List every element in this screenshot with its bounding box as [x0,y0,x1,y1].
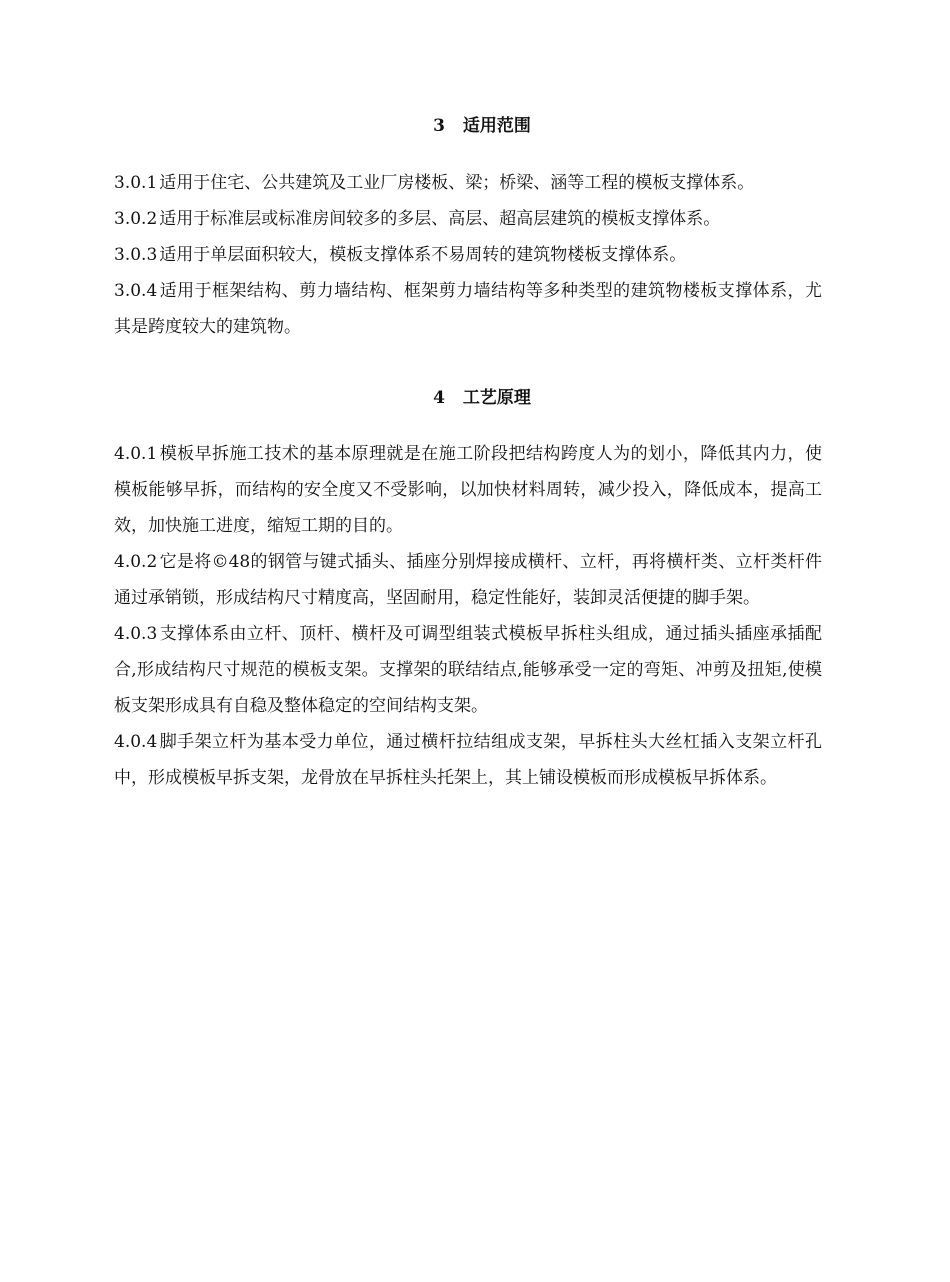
paragraph-4-0-2 [114,544,822,616]
paragraph-text: 它是将©48的钢管与键式插头、插座分别焊接成横杆、立杆，再将横杆类、立杆类杆件通过承销锁，形成结构尺寸精度高，坚固耐用，稳定性能好，装卸灵活便捷的脚手架。 [114,552,822,608]
paragraph-number: 4.0.4 [114,732,158,752]
document-body [114,108,822,796]
paragraph-3-0-3 [114,237,822,273]
paragraph-number: 3.0.1 [114,173,158,193]
paragraph-text: 模板早拆施工技术的基本原理就是在施工阶段把结构跨度人为的划小，降低其内力，使模板能够早拆，而结构的安全度又不受影响，以加快材料周转，减少投入，降低成本，提高工效，加快施工进度，缩短工期的目的。 [114,444,822,536]
section-4-title [114,380,822,416]
spacer [114,345,822,380]
paragraph-3-0-4 [114,273,822,345]
section-3-number: 3 [433,116,445,136]
paragraph-text: 适用于住宅、公共建筑及工业厂房楼板、梁；桥梁、涵等工程的模板支撑体系。 [159,173,755,193]
section-3-title [114,108,822,144]
paragraph-4-0-4 [114,724,822,796]
paragraph-text: 适用于标准层或标准房间较多的多层、高层、超高层建筑的模板支撑体系。 [159,209,721,229]
paragraph-number: 3.0.2 [114,209,158,229]
spacer [114,416,822,436]
paragraph-text: 适用于框架结构、剪力墙结构、框架剪力墙结构等多种类型的建筑物楼板支撑体系，尤其是跨度较大的建筑物。 [114,281,822,337]
paragraph-number: 3.0.3 [114,245,158,265]
paragraph-text: 脚手架立杆为基本受力单位，通过横杆拉结组成支架，早拆柱头大丝杠插入支架立杆孔中，形成模板早拆支架，龙骨放在早拆柱头托架上，其上铺设模板而形成模板早拆体系。 [114,732,822,788]
section-4-number: 4 [433,388,445,408]
paragraph-3-0-2 [114,201,822,237]
paragraph-4-0-3 [114,616,822,724]
paragraph-number: 4.0.1 [114,444,158,464]
paragraph-text: 支撑体系由立杆、顶杆、横杆及可调型组装式模板早拆柱头组成，通过插头插座承插配合,形成结构尺寸规范的模板支架。支撑架的联结结点,能够承受一定的弯矩、冲剪及扭矩,使模板支架形成具有自稳及整体稳定的空间结构支架。 [114,624,822,716]
paragraph-number: 4.0.2 [114,552,158,572]
paragraph-3-0-1 [114,165,822,201]
spacer [114,144,822,165]
paragraph-4-0-1 [114,436,822,544]
paragraph-text: 适用于单层面积较大，模板支撑体系不易周转的建筑物楼板支撑体系。 [159,245,687,265]
section-4-heading: 工艺原理 [462,388,531,408]
paragraph-number: 4.0.3 [114,624,158,644]
section-3-heading: 适用范围 [462,116,531,136]
paragraph-number: 3.0.4 [114,281,158,301]
